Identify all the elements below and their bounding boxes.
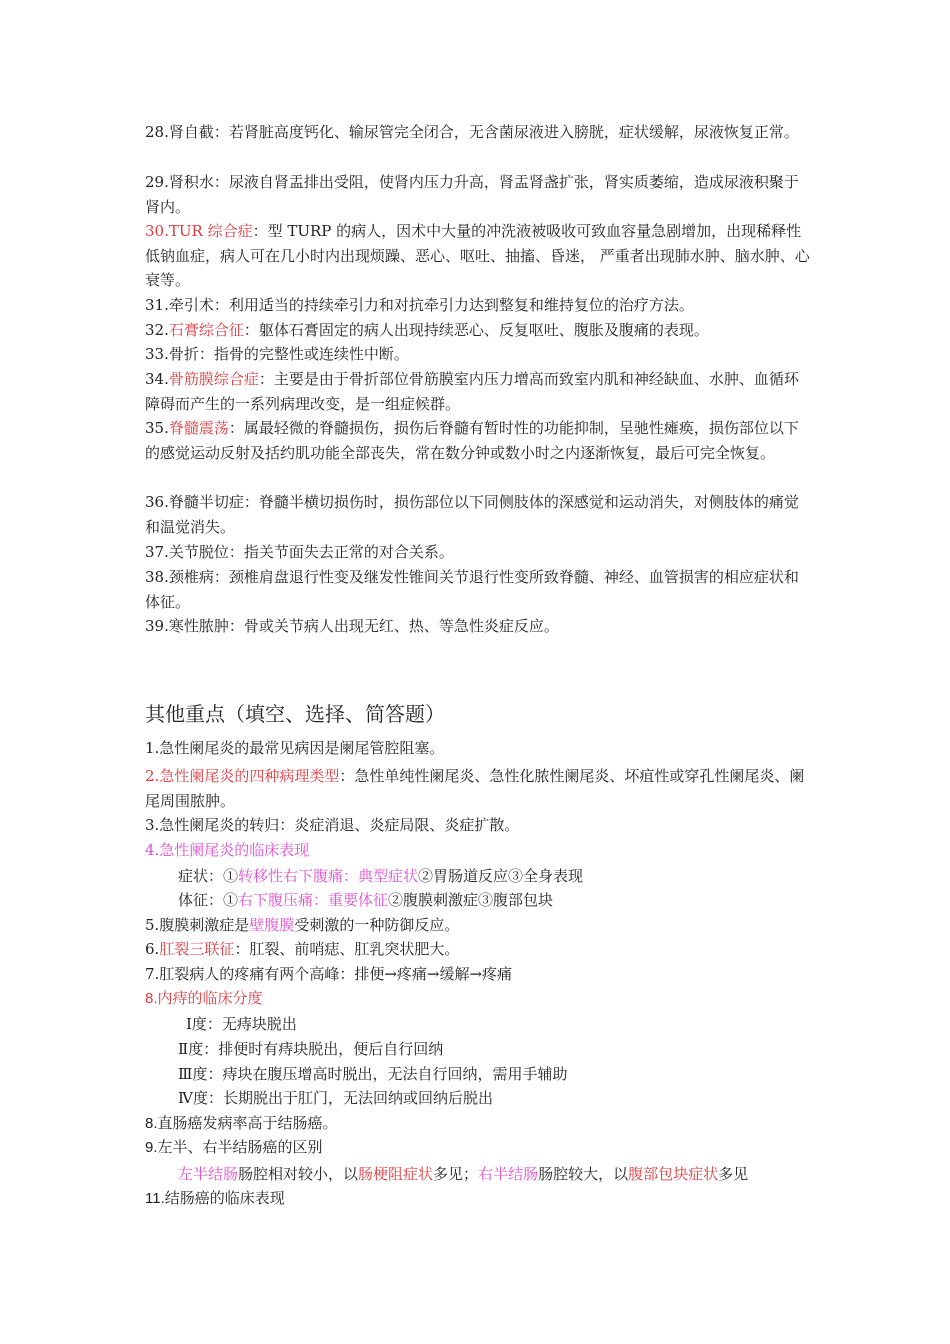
text-part: 多见； xyxy=(433,1165,479,1183)
point-7: 7.肛裂病人的疼痛有两个高峰：排便→疼痛→缓解→疼痛 xyxy=(145,965,513,983)
item-number: 30. xyxy=(145,222,169,240)
item-29 xyxy=(145,170,813,219)
term-label: 37.关节脱位： xyxy=(145,543,244,561)
highlighted-term: 右下腹压痛： xyxy=(238,891,329,909)
item-number: 32. xyxy=(145,321,169,339)
item-number: 6. xyxy=(145,940,160,958)
item-number: 9. xyxy=(145,1139,158,1156)
point-4-symptom xyxy=(178,864,818,889)
item-36 xyxy=(145,490,813,539)
definition: 骨或关节病人出现无红、热、等急性炎症反应。 xyxy=(243,617,559,635)
item-30 xyxy=(145,219,813,293)
term-label: 33.骨折： xyxy=(145,345,214,363)
highlighted-term: 内痔的临床分度 xyxy=(157,989,263,1007)
point-2 xyxy=(145,764,813,813)
item-28 xyxy=(145,120,813,145)
definition: 颈椎肩盘退行性变及继发性锥间关节退行性变所致脊髓、神经、血管损害的相应症状和体征。 xyxy=(145,568,799,611)
grade-2: Ⅱ度：排便时有痔块脱出，便后自行回纳 xyxy=(178,1040,444,1058)
text-part: 肠腔相对较小，以 xyxy=(238,1165,359,1183)
highlighted-term: 急性阑尾炎的四种病理类型 xyxy=(159,767,340,785)
definition: ②腹膜刺激症③腹部包块 xyxy=(388,891,554,909)
item-32 xyxy=(145,318,813,343)
point-5 xyxy=(145,913,813,938)
definition: 直肠癌发病率高于结肠癌。 xyxy=(157,1114,338,1132)
item-35 xyxy=(145,416,813,465)
highlighted-term: 肛裂三联征 xyxy=(159,940,235,958)
term-label: 31.牵引术： xyxy=(145,296,229,314)
term-label: 39.寒性脓肿： xyxy=(145,617,244,635)
item-37 xyxy=(145,540,813,565)
grade-1: Ⅰ度：无痔块脱出 xyxy=(186,1015,297,1033)
point-9-detail xyxy=(178,1162,818,1187)
highlighted-term: 腹部包块症状 xyxy=(628,1165,719,1183)
sub-label: 体征：① xyxy=(178,891,239,909)
item-number: 2. xyxy=(145,767,160,785)
point-8 xyxy=(145,986,813,1012)
point-4: 4.急性阑尾炎的临床表现 xyxy=(145,841,310,859)
definition: 若肾脏高度钙化、输尿管完全闭合，无含菌尿液进入膀胱，症状缓解，尿液恢复正常。 xyxy=(228,123,799,141)
highlighted-term: 脊髓震荡 xyxy=(168,419,229,437)
term-label: 36.脊髓半切症： xyxy=(145,493,259,511)
grade-3: Ⅲ度：痔块在腹压增高时脱出，无法自行回纳，需用手辅助 xyxy=(178,1065,568,1083)
highlighted-term: 骨筋膜综合症 xyxy=(168,370,259,388)
text-part: 5.腹膜刺激症是 xyxy=(145,916,250,934)
highlighted-term: 左半结肠 xyxy=(178,1165,239,1183)
item-number: 8. xyxy=(145,990,158,1007)
highlighted-term: 典型症状 xyxy=(358,867,419,885)
highlighted-term: 石膏综合征 xyxy=(168,321,244,339)
point-11 xyxy=(145,1186,813,1212)
point-9 xyxy=(145,1135,813,1161)
point-3: 3.急性阑尾炎的转归：炎症消退、炎症局限、炎症扩散。 xyxy=(145,816,520,834)
definition: 结肠癌的临床表现 xyxy=(164,1189,285,1207)
definition: ：型 TURP 的病人，因术中大量的冲洗液被吸收可致血容量急剧增加，出现稀释性低钠血症，病人可在几小时内出现烦躁、恶心、呕吐、抽搐、昏迷， 严重者出现肺水肿、脑水肿、心衰等。 xyxy=(145,222,810,289)
point-6 xyxy=(145,937,813,962)
highlighted-term: 壁腹膜 xyxy=(249,916,295,934)
text-part: 肠腔较大，以 xyxy=(538,1165,629,1183)
highlighted-term: 肠梗阻症状 xyxy=(358,1165,434,1183)
section-heading: 其他重点（填空、选择、简答题） xyxy=(145,702,445,726)
item-39 xyxy=(145,614,813,639)
item-number: 34. xyxy=(145,370,169,388)
item-number: 11. xyxy=(145,1190,165,1207)
text-part: 受刺激的一种防御反应。 xyxy=(294,916,460,934)
highlighted-term: 重要体征 xyxy=(328,891,389,909)
definition: 左半、右半结肠癌的区别 xyxy=(157,1138,323,1156)
grade-4: Ⅳ度：长期脱出于肛门，无法回纳或回纳后脱出 xyxy=(178,1089,493,1107)
definition: 指关节面失去正常的对合关系。 xyxy=(243,543,454,561)
term-label: 28.肾自截： xyxy=(145,123,229,141)
item-number: 35. xyxy=(145,419,169,437)
highlighted-term: 转移性右下腹痛： xyxy=(238,867,359,885)
definition: 利用适当的持续牵引力和对抗牵引力达到整复和维持复位的治疗方法。 xyxy=(228,296,694,314)
definition: 尿液自肾盂排出受阻，使肾内压力升高，肾盂肾盏扩张，肾实质萎缩，造成尿液积聚于肾内。 xyxy=(145,173,799,216)
item-31 xyxy=(145,293,813,318)
definition: 脊髓半横切损伤时，损伤部位以下同侧肢体的深感觉和运动消失，对侧肢体的痛觉和温觉消失。 xyxy=(145,493,799,536)
term-label: 29.肾积水： xyxy=(145,173,229,191)
highlighted-term: 右半结肠 xyxy=(478,1165,539,1183)
definition: 指骨的完整性或连续性中断。 xyxy=(213,345,409,363)
item-33 xyxy=(145,342,813,367)
definition: ：急性单纯性阑尾炎、急性化脓性阑尾炎、坏疽性或穿孔性阑尾炎、阑尾周围脓肿。 xyxy=(145,767,805,810)
definition: ：躯体石膏固定的病人出现持续恶心、反复呕吐、腹胀及腹痛的表现。 xyxy=(243,321,709,339)
definition: ：主要是由于骨折部位骨筋膜室内压力增高而致室内肌和神经缺血、水肿、血循环障碍而产生的一系列病理改变，是一组症候群。 xyxy=(145,370,799,413)
item-number: 8. xyxy=(145,1115,158,1132)
sub-label: 症状：① xyxy=(178,867,239,885)
term-label: 38.颈椎病： xyxy=(145,568,229,586)
definition: ：肛裂、前哨痣、肛乳突状肥大。 xyxy=(234,940,460,958)
point-4-sign xyxy=(178,888,818,913)
highlighted-term: TUR 综合症 xyxy=(168,222,253,240)
item-34 xyxy=(145,367,813,416)
point-1: 1.急性阑尾炎的最常见病因是阑尾管腔阻塞。 xyxy=(145,739,445,757)
point-8b xyxy=(145,1111,813,1137)
definition: ②胃肠道反应③全身表现 xyxy=(418,867,584,885)
text-part: 多见 xyxy=(718,1165,749,1183)
definition: ：属最轻微的脊髓损伤，损伤后脊髓有暂时性的功能抑制，呈驰性瘫痪，损伤部位以下的感觉运动反射及括约肌功能全部丧失，常在数分钟或数小时之内逐渐恢复，最后可完全恢复。 xyxy=(145,419,799,462)
item-38 xyxy=(145,565,813,614)
